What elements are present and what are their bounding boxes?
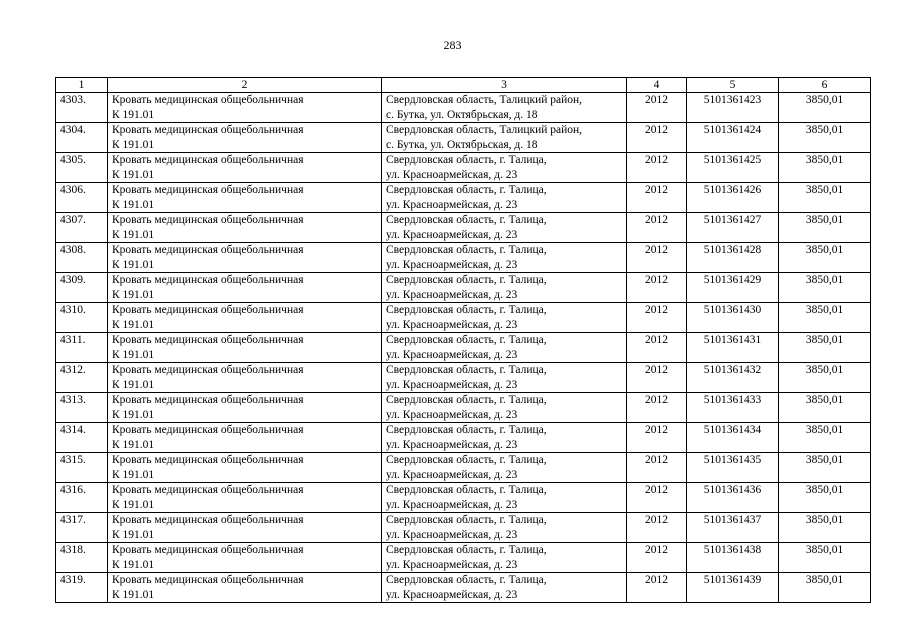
row-number-cell bbox=[56, 573, 108, 603]
inventory-number-cell bbox=[687, 303, 779, 333]
year-value: 2012 bbox=[645, 94, 668, 106]
item-name-line: Кровать медицинская общебольничная bbox=[112, 574, 304, 586]
row-number-cell bbox=[56, 243, 108, 273]
address-line-1: Свердловская область, г. Талица, bbox=[386, 304, 547, 316]
cost-value: 3850,01 bbox=[805, 544, 844, 556]
item-name-line: Кровать медицинская общебольничная bbox=[112, 124, 304, 136]
inventory-number: 5101361425 bbox=[703, 154, 762, 166]
address-line-1: Свердловская область, г. Талица, bbox=[386, 484, 547, 496]
cost-cell bbox=[779, 93, 871, 123]
address-line-1: Свердловская область, г. Талица, bbox=[386, 514, 547, 526]
address-cell bbox=[382, 453, 627, 483]
year-cell bbox=[627, 153, 687, 183]
header-row bbox=[56, 78, 871, 93]
row-number-cell bbox=[56, 483, 108, 513]
row-number-cell bbox=[56, 423, 108, 453]
cost-value: 3850,01 bbox=[805, 154, 844, 166]
table-row bbox=[56, 363, 871, 393]
inventory-number-cell bbox=[687, 213, 779, 243]
inventory-number: 5101361426 bbox=[703, 184, 762, 196]
row-number-cell bbox=[56, 363, 108, 393]
year-value: 2012 bbox=[645, 364, 668, 376]
item-model-line: К 191.01 bbox=[112, 498, 155, 511]
address-cell bbox=[382, 273, 627, 303]
year-value: 2012 bbox=[645, 124, 668, 136]
cost-value: 3850,01 bbox=[805, 424, 844, 436]
item-model-line: К 191.01 bbox=[112, 588, 155, 601]
cost-cell bbox=[779, 543, 871, 573]
row-number: 4303. bbox=[60, 94, 86, 106]
address-line-2: ул. Красноармейская, д. 23 bbox=[386, 498, 518, 511]
inventory-number: 5101361436 bbox=[703, 484, 762, 496]
item-model-line: К 191.01 bbox=[112, 228, 155, 241]
header-cell-6: 6 bbox=[779, 78, 871, 93]
address-cell bbox=[382, 93, 627, 123]
year-value: 2012 bbox=[645, 304, 668, 316]
address-line-2: с. Бутка, ул. Октябрьская, д. 18 bbox=[386, 108, 538, 121]
cost-cell bbox=[779, 423, 871, 453]
item-name-cell bbox=[108, 393, 382, 423]
inventory-number-cell bbox=[687, 273, 779, 303]
inventory-number-cell bbox=[687, 153, 779, 183]
table-row bbox=[56, 183, 871, 213]
cost-value: 3850,01 bbox=[805, 454, 844, 466]
item-name-cell bbox=[108, 363, 382, 393]
item-model-line: К 191.01 bbox=[112, 348, 155, 361]
inventory-number-cell bbox=[687, 333, 779, 363]
item-name-line: Кровать медицинская общебольничная bbox=[112, 154, 304, 166]
row-number-cell bbox=[56, 123, 108, 153]
address-line-1: Свердловская область, г. Талица, bbox=[386, 154, 547, 166]
cost-value: 3850,01 bbox=[805, 94, 844, 106]
table-row bbox=[56, 573, 871, 603]
year-value: 2012 bbox=[645, 544, 668, 556]
year-cell bbox=[627, 243, 687, 273]
item-name-line: Кровать медицинская общебольничная bbox=[112, 454, 304, 466]
row-number-cell bbox=[56, 393, 108, 423]
year-value: 2012 bbox=[645, 244, 668, 256]
address-line-1: Свердловская область, г. Талица, bbox=[386, 394, 547, 406]
address-cell bbox=[382, 333, 627, 363]
item-model-line: К 191.01 bbox=[112, 378, 155, 391]
year-cell bbox=[627, 393, 687, 423]
inventory-number: 5101361423 bbox=[703, 94, 762, 106]
inventory-number: 5101361432 bbox=[703, 364, 762, 376]
cost-cell bbox=[779, 183, 871, 213]
table-row bbox=[56, 483, 871, 513]
inventory-number: 5101361424 bbox=[703, 124, 762, 136]
year-cell bbox=[627, 513, 687, 543]
inventory-number: 5101361434 bbox=[703, 424, 762, 436]
year-cell bbox=[627, 333, 687, 363]
address-cell bbox=[382, 183, 627, 213]
item-name-cell bbox=[108, 483, 382, 513]
address-line-2: ул. Красноармейская, д. 23 bbox=[386, 228, 518, 241]
table-row bbox=[56, 93, 871, 123]
cost-cell bbox=[779, 273, 871, 303]
row-number: 4314. bbox=[60, 424, 86, 436]
item-name-cell bbox=[108, 93, 382, 123]
address-line-1: Свердловская область, г. Талица, bbox=[386, 274, 547, 286]
item-name-cell bbox=[108, 243, 382, 273]
year-cell bbox=[627, 453, 687, 483]
year-cell bbox=[627, 273, 687, 303]
item-name-line: Кровать медицинская общебольничная bbox=[112, 274, 304, 286]
item-name-cell bbox=[108, 573, 382, 603]
item-name-line: Кровать медицинская общебольничная bbox=[112, 304, 304, 316]
item-model-line: К 191.01 bbox=[112, 558, 155, 571]
table-row bbox=[56, 423, 871, 453]
year-cell bbox=[627, 213, 687, 243]
item-model-line: К 191.01 bbox=[112, 108, 155, 121]
inventory-number: 5101361431 bbox=[703, 334, 762, 346]
year-cell bbox=[627, 303, 687, 333]
address-line-2: ул. Красноармейская, д. 23 bbox=[386, 438, 518, 451]
row-number: 4311. bbox=[60, 334, 86, 346]
inventory-number: 5101361435 bbox=[703, 454, 762, 466]
address-line-1: Свердловская область, г. Талица, bbox=[386, 214, 547, 226]
row-number: 4312. bbox=[60, 364, 86, 376]
item-model-line: К 191.01 bbox=[112, 438, 155, 451]
row-number: 4319. bbox=[60, 574, 86, 586]
address-line-2: ул. Красноармейская, д. 23 bbox=[386, 378, 518, 391]
row-number-cell bbox=[56, 333, 108, 363]
inventory-number-cell bbox=[687, 123, 779, 153]
table-row bbox=[56, 513, 871, 543]
address-line-1: Свердловская область, Талицкий район, bbox=[386, 124, 583, 136]
inventory-number-cell bbox=[687, 483, 779, 513]
address-line-2: ул. Красноармейская, д. 23 bbox=[386, 198, 518, 211]
item-model-line: К 191.01 bbox=[112, 258, 155, 271]
inventory-number-cell bbox=[687, 573, 779, 603]
address-line-2: ул. Красноармейская, д. 23 bbox=[386, 558, 518, 571]
address-cell bbox=[382, 123, 627, 153]
row-number-cell bbox=[56, 543, 108, 573]
inventory-number-cell bbox=[687, 183, 779, 213]
item-model-line: К 191.01 bbox=[112, 468, 155, 481]
cost-value: 3850,01 bbox=[805, 304, 844, 316]
cost-cell bbox=[779, 363, 871, 393]
year-value: 2012 bbox=[645, 514, 668, 526]
inventory-number: 5101361439 bbox=[703, 574, 762, 586]
item-name-line: Кровать медицинская общебольничная bbox=[112, 424, 304, 436]
inventory-number-cell bbox=[687, 513, 779, 543]
item-name-cell bbox=[108, 273, 382, 303]
address-line-1: Свердловская область, г. Талица, bbox=[386, 454, 547, 466]
address-cell bbox=[382, 543, 627, 573]
year-value: 2012 bbox=[645, 424, 668, 436]
address-cell bbox=[382, 573, 627, 603]
item-name-line: Кровать медицинская общебольничная bbox=[112, 244, 304, 256]
item-name-cell bbox=[108, 303, 382, 333]
row-number: 4315. bbox=[60, 454, 86, 466]
row-number-cell bbox=[56, 213, 108, 243]
row-number: 4305. bbox=[60, 154, 86, 166]
inventory-number: 5101361428 bbox=[703, 244, 762, 256]
address-line-2: ул. Красноармейская, д. 23 bbox=[386, 288, 518, 301]
address-cell bbox=[382, 513, 627, 543]
address-line-1: Свердловская область, г. Талица, bbox=[386, 574, 547, 586]
row-number: 4307. bbox=[60, 214, 86, 226]
table-row bbox=[56, 333, 871, 363]
cost-cell bbox=[779, 243, 871, 273]
address-line-1: Свердловская область, г. Талица, bbox=[386, 184, 547, 196]
item-name-cell bbox=[108, 453, 382, 483]
address-line-2: ул. Красноармейская, д. 23 bbox=[386, 408, 518, 421]
year-value: 2012 bbox=[645, 154, 668, 166]
year-cell bbox=[627, 363, 687, 393]
item-model-line: К 191.01 bbox=[112, 138, 155, 151]
cost-value: 3850,01 bbox=[805, 574, 844, 586]
cost-value: 3850,01 bbox=[805, 214, 844, 226]
item-model-line: К 191.01 bbox=[112, 528, 155, 541]
address-line-2: ул. Красноармейская, д. 23 bbox=[386, 348, 518, 361]
year-value: 2012 bbox=[645, 484, 668, 496]
header-cell-3: 3 bbox=[382, 78, 627, 93]
row-number: 4306. bbox=[60, 184, 86, 196]
inventory-number-cell bbox=[687, 363, 779, 393]
item-name-cell bbox=[108, 423, 382, 453]
address-line-1: Свердловская область, Талицкий район, bbox=[386, 94, 583, 106]
item-name-line: Кровать медицинская общебольничная bbox=[112, 514, 304, 526]
address-cell bbox=[382, 153, 627, 183]
header-cell-4: 4 bbox=[627, 78, 687, 93]
row-number: 4316. bbox=[60, 484, 86, 496]
address-line-2: ул. Красноармейская, д. 23 bbox=[386, 258, 518, 271]
address-cell bbox=[382, 483, 627, 513]
item-name-cell bbox=[108, 213, 382, 243]
year-cell bbox=[627, 423, 687, 453]
table-row bbox=[56, 303, 871, 333]
row-number: 4308. bbox=[60, 244, 86, 256]
item-model-line: К 191.01 bbox=[112, 288, 155, 301]
address-cell bbox=[382, 423, 627, 453]
registry-table bbox=[55, 77, 871, 603]
item-name-line: Кровать медицинская общебольничная bbox=[112, 94, 304, 106]
item-model-line: К 191.01 bbox=[112, 198, 155, 211]
row-number-cell bbox=[56, 183, 108, 213]
cost-cell bbox=[779, 153, 871, 183]
cost-value: 3850,01 bbox=[805, 394, 844, 406]
address-line-2: ул. Красноармейская, д. 23 bbox=[386, 588, 518, 601]
address-cell bbox=[382, 393, 627, 423]
item-name-line: Кровать медицинская общебольничная bbox=[112, 484, 304, 496]
table-row bbox=[56, 153, 871, 183]
inventory-number-cell bbox=[687, 93, 779, 123]
address-line-2: с. Бутка, ул. Октябрьская, д. 18 bbox=[386, 138, 538, 151]
row-number: 4304. bbox=[60, 124, 86, 136]
year-cell bbox=[627, 123, 687, 153]
address-line-1: Свердловская область, г. Талица, bbox=[386, 424, 547, 436]
item-name-cell bbox=[108, 513, 382, 543]
table-row bbox=[56, 273, 871, 303]
inventory-number-cell bbox=[687, 423, 779, 453]
cost-cell bbox=[779, 333, 871, 363]
year-cell bbox=[627, 183, 687, 213]
cost-value: 3850,01 bbox=[805, 244, 844, 256]
cost-value: 3850,01 bbox=[805, 124, 844, 136]
cost-value: 3850,01 bbox=[805, 484, 844, 496]
header-cell-1: 1 bbox=[56, 78, 108, 93]
year-value: 2012 bbox=[645, 574, 668, 586]
row-number-cell bbox=[56, 513, 108, 543]
table-row bbox=[56, 543, 871, 573]
cost-cell bbox=[779, 303, 871, 333]
inventory-number: 5101361438 bbox=[703, 544, 762, 556]
row-number: 4309. bbox=[60, 274, 86, 286]
row-number-cell bbox=[56, 453, 108, 483]
header-cell-2: 2 bbox=[108, 78, 382, 93]
table-row bbox=[56, 393, 871, 423]
cost-value: 3850,01 bbox=[805, 184, 844, 196]
year-value: 2012 bbox=[645, 274, 668, 286]
item-name-line: Кровать медицинская общебольничная bbox=[112, 544, 304, 556]
year-value: 2012 bbox=[645, 184, 668, 196]
inventory-number: 5101361433 bbox=[703, 394, 762, 406]
item-name-cell bbox=[108, 543, 382, 573]
address-line-1: Свердловская область, г. Талица, bbox=[386, 364, 547, 376]
item-name-line: Кровать медицинская общебольничная bbox=[112, 364, 304, 376]
row-number: 4318. bbox=[60, 544, 86, 556]
cost-cell bbox=[779, 453, 871, 483]
address-line-1: Свердловская область, г. Талица, bbox=[386, 544, 547, 556]
cost-value: 3850,01 bbox=[805, 514, 844, 526]
address-line-2: ул. Красноармейская, д. 23 bbox=[386, 168, 518, 181]
address-line-1: Свердловская область, г. Талица, bbox=[386, 244, 547, 256]
table-row bbox=[56, 123, 871, 153]
address-cell bbox=[382, 213, 627, 243]
address-cell bbox=[382, 303, 627, 333]
inventory-number-cell bbox=[687, 393, 779, 423]
item-name-cell bbox=[108, 333, 382, 363]
row-number: 4310. bbox=[60, 304, 86, 316]
year-value: 2012 bbox=[645, 214, 668, 226]
inventory-number: 5101361430 bbox=[703, 304, 762, 316]
year-cell bbox=[627, 93, 687, 123]
inventory-number: 5101361437 bbox=[703, 514, 762, 526]
cost-cell bbox=[779, 213, 871, 243]
cost-value: 3850,01 bbox=[805, 364, 844, 376]
cost-cell bbox=[779, 513, 871, 543]
row-number-cell bbox=[56, 273, 108, 303]
row-number: 4313. bbox=[60, 394, 86, 406]
table-row bbox=[56, 213, 871, 243]
year-value: 2012 bbox=[645, 334, 668, 346]
row-number-cell bbox=[56, 153, 108, 183]
cost-cell bbox=[779, 573, 871, 603]
year-value: 2012 bbox=[645, 394, 668, 406]
item-name-line: Кровать медицинская общебольничная bbox=[112, 334, 304, 346]
item-model-line: К 191.01 bbox=[112, 408, 155, 421]
item-name-cell bbox=[108, 123, 382, 153]
year-cell bbox=[627, 483, 687, 513]
cost-cell bbox=[779, 483, 871, 513]
item-name-line: Кровать медицинская общебольничная bbox=[112, 184, 304, 196]
cost-cell bbox=[779, 123, 871, 153]
cost-value: 3850,01 bbox=[805, 334, 844, 346]
address-cell bbox=[382, 243, 627, 273]
inventory-number-cell bbox=[687, 453, 779, 483]
inventory-number-cell bbox=[687, 543, 779, 573]
table-row bbox=[56, 243, 871, 273]
item-name-cell bbox=[108, 153, 382, 183]
inventory-number: 5101361427 bbox=[703, 214, 762, 226]
address-line-1: Свердловская область, г. Талица, bbox=[386, 334, 547, 346]
address-line-2: ул. Красноармейская, д. 23 bbox=[386, 318, 518, 331]
header-cell-5: 5 bbox=[687, 78, 779, 93]
row-number: 4317. bbox=[60, 514, 86, 526]
item-name-line: Кровать медицинская общебольничная bbox=[112, 394, 304, 406]
year-cell bbox=[627, 543, 687, 573]
page-number: 283 bbox=[443, 38, 462, 52]
year-value: 2012 bbox=[645, 454, 668, 466]
row-number-cell bbox=[56, 93, 108, 123]
cost-value: 3850,01 bbox=[805, 274, 844, 286]
year-cell bbox=[627, 573, 687, 603]
item-name-line: Кровать медицинская общебольничная bbox=[112, 214, 304, 226]
cost-cell bbox=[779, 393, 871, 423]
inventory-number: 5101361429 bbox=[703, 274, 762, 286]
address-cell bbox=[382, 363, 627, 393]
item-name-cell bbox=[108, 183, 382, 213]
address-line-2: ул. Красноармейская, д. 23 bbox=[386, 468, 518, 481]
address-line-2: ул. Красноармейская, д. 23 bbox=[386, 528, 518, 541]
row-number-cell bbox=[56, 303, 108, 333]
table-row bbox=[56, 453, 871, 483]
inventory-number-cell bbox=[687, 243, 779, 273]
item-model-line: К 191.01 bbox=[112, 168, 155, 181]
item-model-line: К 191.01 bbox=[112, 318, 155, 331]
